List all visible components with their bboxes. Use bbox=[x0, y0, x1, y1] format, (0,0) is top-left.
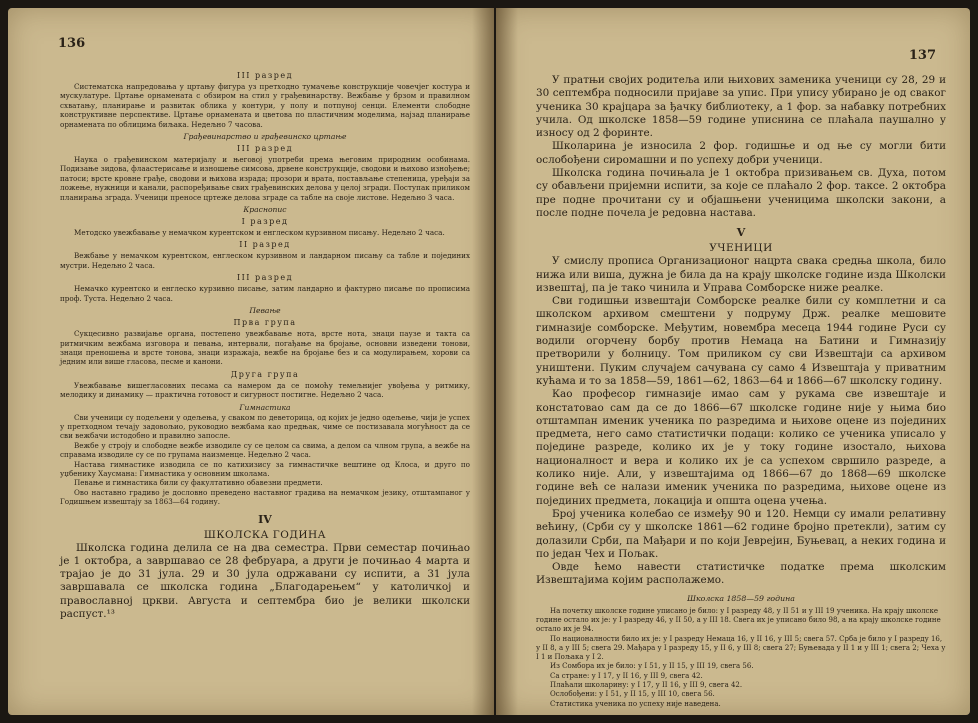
left-page-number: 136 bbox=[58, 36, 86, 51]
subheading: I разред bbox=[241, 217, 289, 227]
chapter-title: УЧЕНИЦИ bbox=[709, 242, 773, 255]
stats-line: Ослобођени: у I 51, у II 15, у III 10, свега 56. bbox=[550, 690, 715, 699]
subheading: III разред bbox=[236, 273, 294, 283]
paragraph: У смислу прописа Организационог нацрта свака средња школа, било нижа или виша, дужна је била да на крају школске године изда Школски извештај, па је тако чинила и Управа Сомборске ниже реалке. bbox=[536, 255, 946, 294]
paragraph: Као професор гимназије имао сам у рукама све извештаје и констатовао сам да се до 1866—67 школске године није у њима био отштампан именик ученика по разредима и њихове оцене из појединих предмета, него само статистички подаци: колико се ученика уписало у поједине разреде, колико их је у току године изостало, њихова националност и вера и колико их је са успехом свршило разреде, а колико није. Али, у извештајима од 1866—67 до 1868—69 школске године већ се налази именик ученика по разредима, њихове оцене из појединих предмета, локација и општа оцена учења. bbox=[536, 388, 946, 507]
right-page-text bbox=[536, 74, 946, 709]
chapter-number: IV bbox=[258, 512, 272, 526]
subheading: Прва група bbox=[233, 318, 297, 328]
subheading: Друга група bbox=[230, 369, 300, 379]
paragraph: Наука о грађевинском материјалу и његовој употреби према његовим природним особинама. Подизање зидова, флаастерисање и изношење симсова, дрвене конструкције, сводови и њихово изнођење; патоси; врсте кровне грађе, сводови и њихова израда; прозори и врата, постављање степеница, уређаји за ложење, нужници и канали, распоређивање свих грађевинских делова у целој згради. Поступак приликом планирања зграда. Ученици преносе цртеже делова зграде са табле на своје листове. Недељно 3 часа. bbox=[60, 155, 470, 202]
paragraph: Сукцесивно развијање органа, постепено увежбавање нота, врсте нота, знаци паузе и такта са ритмичким вежбама изговора и певања, интервали, погађање на бројање, основни изведени тонови, знаци преношења и врсте тонова, знаци изражаја, вежбе на бројање без и са модулирањем, хорови са једним или више гласова, песме и канони. bbox=[60, 329, 470, 367]
section-title: Гимнастика bbox=[239, 402, 291, 412]
chapter-title: ШКОЛСКА ГОДИНА bbox=[203, 528, 327, 541]
section-title: Певање bbox=[249, 306, 281, 316]
paragraph: Сви ученици су подељени у одељења, у сваком по деветорица, од којих је једно одељење, чији је успех у претходном течају задовољио, руководио вежбама као предњак, чиме се постизавала могућност да се сви вежбачи истодобно и правилно запосле. bbox=[60, 412, 470, 441]
section-title: Краснопис bbox=[243, 205, 287, 215]
stats-block bbox=[536, 607, 946, 709]
stats-line: Са стране: у I 17, у II 16, у III 9, свега 42. bbox=[550, 671, 703, 680]
stats-line: Плаћали школарину: у I 17, у II 16, у III 9, свега 42. bbox=[550, 681, 743, 690]
paragraph: Ово наставно градиво је дословно преведено наставног градива на немачком језику, отштампаног у Годишњем извештају за 1863—64 годину. bbox=[60, 487, 470, 507]
right-page-number: 137 bbox=[908, 48, 936, 63]
left-page bbox=[8, 8, 494, 715]
right-page bbox=[496, 8, 970, 715]
paragraph: Сви годишњи извештаји Сомборске реалке били су комплетни и са школском архивом смештени у подруму Држ. реалке мешовите гимназије сомборске. Међутим, новембра месеца 1944 године Руси су водили огорчену борбу против Немаца на Батини и Гимназију претворили у болницу. Том приликом су сви Извештаји са архивом уништени. Пуким случајем сачувана су само 4 Извештаја у приватним кућама и то за 1858—59, 1861—62, 1863—64 и 1866—67 школску годину. bbox=[536, 295, 946, 387]
stats-line: На почетку школске године уписано је било: у I разреду 48, у II 51 и у III 19 ученика. На крају школске године остало их је: у I разреду 46, у II 50, а у III 18. Свега их је уписано било 98, а на крају школске године остало их је 94. bbox=[536, 606, 941, 634]
paragraph: Немачко курентско и енглеско курзивно писање, затим ландарно и фактурно писање по прописима проф. Туста. Недељно 2 часа. bbox=[60, 284, 470, 303]
left-gutter-shadow bbox=[472, 8, 494, 715]
paragraph: Вежбе у строју и слободне вежбе изводиле су се целом са свима, а делом са члном група, а вежбе на справама изводиле су се по групама наизменце. Недељно 2 часа. bbox=[60, 440, 470, 460]
left-page-text bbox=[60, 68, 470, 621]
stats-line: Из Сомбора их је било: у I 51, у II 15, у III 19, свега 56. bbox=[550, 662, 754, 671]
paragraph: Певање и гимнастика били су факултативно обавезни предмети. bbox=[74, 478, 323, 488]
paragraph: Број ученика колебао се између 90 и 120. Немци су имали релативну већину, (Срби су у школске 1861—62 године бројно претекли), затим су долазили Срби, па Мађари и по који Јеврејин, Буњевац, а неких година и по један Чех и Пољак. bbox=[536, 507, 946, 560]
paragraph: Увежбавање вишегласовних песама са намером да се помоћу темељнијег увођења у ритмику, мелодику и динамику — практична готовост и сигурност постигне. Недељно 2 часа. bbox=[60, 380, 470, 400]
paragraph: Овде ћемо навести статистичке податке према школским Извештајима којим располажемо. bbox=[536, 561, 946, 587]
paragraph: У пратњи својих родитеља или њихових заменика ученици су 28, 29 и 30 септембра подносили пријаве за упис. При упису убирано је од сваког ученика 30 крајцара за ђачку библиотеку, а 1 фор. за набавку потребних учила. Од школске 1858—59 године уписнина се плаћала паушално у износу од 2 форинте. bbox=[536, 74, 946, 140]
stats-line: По националности било их је: у I разреду Немаца 16, у II 16, у III 5; свега 57. Срба је било у I разреду 16, у II 8, а у III 5; свега 29. Мађара у I разреду 15, у II 6, у III 8; свега 27; Буњевада у II 1 и у III 1; свега 2; Чеха у I 1 и Пољака у I 2. bbox=[536, 634, 946, 662]
paragraph: Вежбање у немачком курентском, енглеском курзивном и ландарном писању са табле и појединих мустри. Недељно 2 часа. bbox=[60, 251, 470, 270]
paragraph: Настава гимнастике изводила се по катихизису за гимнастичке вештине од Клоса, и друго по уџбенику Хаусмана: Гимнастика у основним школама. bbox=[60, 459, 470, 478]
chapter-number: V bbox=[736, 226, 746, 240]
paragraph: Школска година делила се на два семестра. Први семестар почињао је 1 октобра, а завршавао се 28 фебруара, а други је почињао 4 марта и трајао је до 31 јула. 29 и 30 јула одржавани су испити, а 31 јула завршавала се школска година „Благодарењем“ у католичкој и православној цркви. Августа и септембра био је велики школски распуст.¹³ bbox=[60, 541, 470, 621]
subheading: II разред bbox=[239, 240, 291, 250]
subheading: III разред bbox=[236, 71, 294, 80]
paragraph: Методско увежбавање у немачком курентском и енглеском курзивном писању. Недељно 2 часа. bbox=[74, 228, 445, 238]
subheading: III разред bbox=[236, 144, 294, 154]
stats-title: Школска 1858—59 година bbox=[687, 593, 795, 603]
paragraph: Школарина је износила 2 фор. годишње и од ње су могли бити ослобођени сиромашни и по успеху добри ученици. bbox=[536, 140, 946, 166]
right-gutter-shadow bbox=[496, 8, 518, 715]
section-title: Грађевинарство и грађевинско цртање bbox=[183, 132, 347, 142]
paragraph: Школска година почињала је 1 октобра призивањем св. Духа, потом су обављени пријемни испити, за које се плаћало 2 фор. таксе. 2 октобра пре подне прочитани су и објашњени ученицима школски закони, а после подне почела је редовна настава. bbox=[536, 167, 946, 219]
paragraph: Систематска напредовања у цртању фигура уз претходно тумачење конструкције човечјег костура и мускулатуре. Цртање орнамената с обзиром на стил у грађевинарству. Вежбање у брзом и правилном схватању, планирање и развитак облика у контури, у полу и потпуној сенци. Елементи слободне конструктивне перспективе. Цртање орнамената и цветова по пластичним моделима, најзад планирање орнамената по облицима биљака. Недељно 7 часова. bbox=[60, 82, 470, 129]
stats-line: Статистика ученика по успеху није наведена. bbox=[550, 699, 721, 708]
